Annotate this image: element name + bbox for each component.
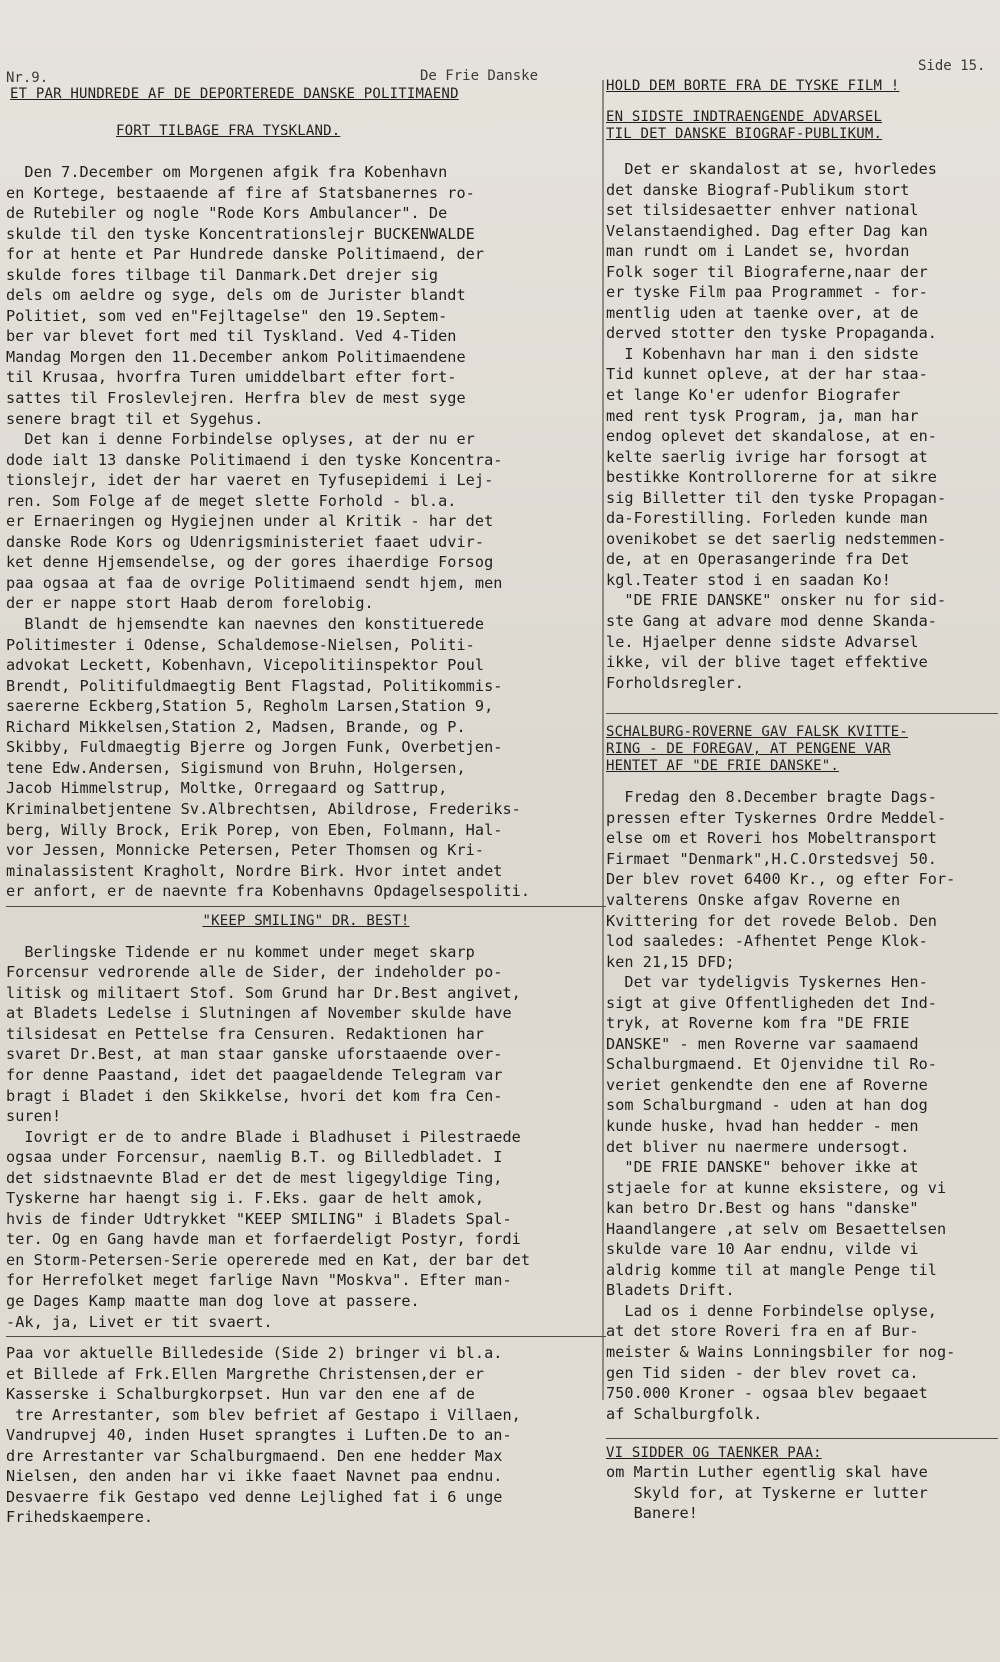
headline-schalburg-3: HENTET AF "DE FRIE DANSKE". xyxy=(606,758,839,775)
article-schalburg-roverne xyxy=(606,724,998,1424)
headline-schalburg-2: RING - DE FOREGAV, AT PENGENE VAR xyxy=(606,741,891,758)
body-keep-smiling: Berlingske Tidende er nu kommet under meget skarp Forcensur vedrorende alle de Sider, der indeholder po- litisk og militaert Stof. Som Grund har Dr.Best angivet, at Bladets Ledelse i Slutningen af November skulde have tilsidesat en Pettelse fra Censuren. Redaktionen har svaret Dr.Best, at man staar ganske uforstaaende over- for denne Paastand, idet det paagaeldende Telegram var bragt i Bladet i den Skikkelse, hvori det kom fra Cen- suren! Iovrigt er de to andre Blade i Bladhuset i Pilestraede ogsaa under Forcensur, naemlig B.T. og Billedbladet. I det sidstnaevnte Blad er det de mest ligegyldige Ting, Tyskerne har haengt sig i. F.Eks. gaar de helt amok, hvis de finder Udtrykket "KEEP SMILING" i Bladets Spal- ter. Og en Gang havde man et forfaerdeligt Postyr, fordi en Storm-Petersen-Serie opererede med en Kat, der bar det for Herrefolket meget farlige Navn "Moskva". Efter man- ge Dages Kamp maatte man dog love at passere. -Ak, ja, Livet er tit svaert. xyxy=(6,942,531,1331)
article-luther xyxy=(606,1445,998,1524)
headline-tyske-film: HOLD DEM BORTE FRA DE TYSKE FILM ! xyxy=(606,78,900,94)
article-keep-smiling xyxy=(6,913,606,1332)
article-billedeside xyxy=(6,1343,606,1528)
right-column xyxy=(606,78,998,1524)
body-luther: om Martin Luther egentlig skal have Skyld for, at Tyskerne er lutter Banere! xyxy=(606,1463,928,1523)
headline-luther: VI SIDDER OG TAENKER PAA: xyxy=(606,1445,822,1462)
page-number: Side 15. xyxy=(918,58,986,74)
article-police xyxy=(6,86,606,902)
article-divider xyxy=(6,906,606,907)
headline-keep-smiling: "KEEP SMILING" DR. BEST! xyxy=(202,912,410,929)
paper-name: De Frie Danske xyxy=(420,68,539,84)
issue-number: Nr.9. xyxy=(6,70,49,86)
headline-police: ET PAR HUNDREDE AF DE DEPORTEREDE DANSKE POLITIMAEND xyxy=(10,86,459,102)
article-divider xyxy=(606,1438,998,1439)
article-divider xyxy=(6,1336,606,1337)
subhead-advarsel-2: TIL DET DANSKE BIOGRAF-PUBLIKUM. xyxy=(606,126,883,142)
article-tyske-film xyxy=(606,78,998,693)
body-police: Den 7.December om Morgenen afgik fra Kobenhavn en Kortege, bestaaende af fire af Statsbanernes ro- de Rutebiler og nogle "Rode Kors Ambulancer". De skulde til den tyske Koncentrationslejr BUCKENWALDE for at hente et Par Hundrede danske Politimaend, der skulde fores tilbage til Danmark.Det drejer sig dels om aeldre og syge, dels om de Jurister blandt Politiet, som ved en"Fejltagelse" den 19.Septem- ber var blevet fort med til Tyskland. Ved 4-Tiden Mandag Morgen den 11.December ankom Politimaendene til Krusaa, hvorfra Turen umiddelbart efter fort- sattes til Froslevlejren. Herfra blev de mest syge senere bragt til et Sygehus. Det kan i denne Forbindelse oplyses, at der nu er dode ialt 13 danske Politimaend i den tyske Koncentra- tionslejr, idet der har vaeret en Tyfusepidemi i Lej- ren. Som Folge af de meget slette Forhold - bl.a. er Ernaeringen og Hygiejnen under al Kritik - har det danske Rode Kors og Udenrigsministeriet faaet udvir- ket denne Hjemsendelse, og der gores ihaerdige Forsog paa ogsaa at faa de ovrige Politimaend sendt hjem, men der er nappe stort Haab derom forelobig. Blandt de hjemsendte kan naevnes den konstituerede Politimester i Odense, Schaldemose-Nielsen, Politi- advokat Leckett, Kobenhavn, Vicepolitiinspektor Poul Brendt, Politifuldmaegtig Bent Flagstad, Politikommis- saererne Eckberg,Station 5, Regholm Larsen,Station 9, Richard Mikkelsen,Station 2, Madsen, Brande, og P. Skibby, Fuldmaegtig Bjerre og Jorgen Funk, Overbetjen- tene Edw.Andersen, Sigismund von Bruhn, Holgersen, Jacob Himmelstrup, Moltke, Orregaard og Sattrup, Kriminalbetjentene Sv.Albrechtsen, Abildrose, Frederiks- berg, Willy Brock, Erik Porep, von Eben, Folmann, Hal- vor Jessen, Monnicke Petersen, Peter Thomsen og Kri- minalassistent Kragholt, Nordre Birk. Hvor intet andet er anfort, er de naevnte fra Kobenhavns Opdagelsespoliti. xyxy=(6,163,531,901)
headline-schalburg-1: SCHALBURG-ROVERNE GAV FALSK KVITTE- xyxy=(606,724,909,741)
subhead-advarsel-1: EN SIDSTE INDTRAENGENDE ADVARSEL xyxy=(606,109,883,125)
body-billedeside: Paa vor aktuelle Billedeside (Side 2) bringer vi bl.a. et Billede af Frk.Ellen Margrethe Christensen,der er Kasserske i Schalburgkorpset. Hun var den ene af de tre Arrestanter, som blev befriet af Gestapo i Villaen, Vandrupvej 40, inden Huset sprangtes i Luften.De to an- dre Arrestanter var Schalburgmaend. Den ene hedder Max Nielsen, den anden har vi ikke faaet Navnet paa endnu. Desvaerre fik Gestapo ved denne Lejlighed fat i 6 unge Frihedskaempere. xyxy=(6,1344,521,1527)
article-divider xyxy=(606,713,998,714)
body-tyske-film: Det er skandalost at se, hvorledes det danske Biograf-Publikum stort set tilsidesaetter enhver national Velanstaendighed. Dag efter Dag kan man rundt om i Landet se, hvordan Folk soger til Biograferne,naar der er tyske Film paa Programmet - for- mentlig uden at taenke over, at de derved stotter den tyske Propaganda. I Kobenhavn har man i den sidste Tid kunnet opleve, at der har staa- et lange Ko'er udenfor Biografer med rent tysk Program, ja, man har endog oplevet det skandalose, at en- kelte saerlig ivrige har forsogt at bestikke Kontrollorerne for at sikre sig Billetter til den tyske Propagan- da-Forestilling. Forleden kunde man ovenikobet se det saerlig nedstemmen- de, at en Operasangerinde fra Det kgl.Teater stod i en saadan Ko! "DE FRIE DANSKE" onsker nu for sid- ste Gang at advare mod denne Skanda- le. Hjaelper denne sidste Advarsel ikke, vil der blive taget effektive Forholdsregler. xyxy=(606,160,947,692)
subhead-police: FORT TILBAGE FRA TYSKLAND. xyxy=(116,123,341,139)
body-schalburg-roverne: Fredag den 8.December bragte Dags- pressen efter Tyskernes Ordre Meddel- else om et Roveri hos Mobeltransport Firmaet "Denmark",H.C.Orstedsvej 50. Der blev rovet 6400 Kr., og efter For- valterens Onske afgav Roverne en Kvittering for det rovede Belob. Den lod saaledes: -Afhentet Penge Klok- ken 21,15 DFD; Det var tydeligvis Tyskernes Hen- sigt at give Offentligheden det Ind- tryk, at Roverne kom fra "DE FRIE DANSKE" - men Roverne var saamaend Schalburgmaend. Et Ojenvidne til Ro- veriet genkendte den ene af Roverne som Schalburgmand - uden at han dog kunde huske, hvad han hedder - men det bliver nu naermere undersogt. "DE FRIE DANSKE" behover ikke at stjaele for at kunne eksistere, og vi kan betro Dr.Best og hans "danske" Haandlangere ,at selv om Besaettelsen skulde vare 10 Aar endnu, vilde vi aldrig komme til at mangle Penge til Bladets Drift. Lad os i denne Forbindelse oplyse, at det store Roveri fra en af Bur- meister & Wains Lonningsbiler for nog- gen Tid siden - der blev rovet ca. 750.000 Kroner - ogsaa blev begaaet af Schalburgfolk. xyxy=(606,788,956,1423)
left-column xyxy=(6,86,606,1528)
